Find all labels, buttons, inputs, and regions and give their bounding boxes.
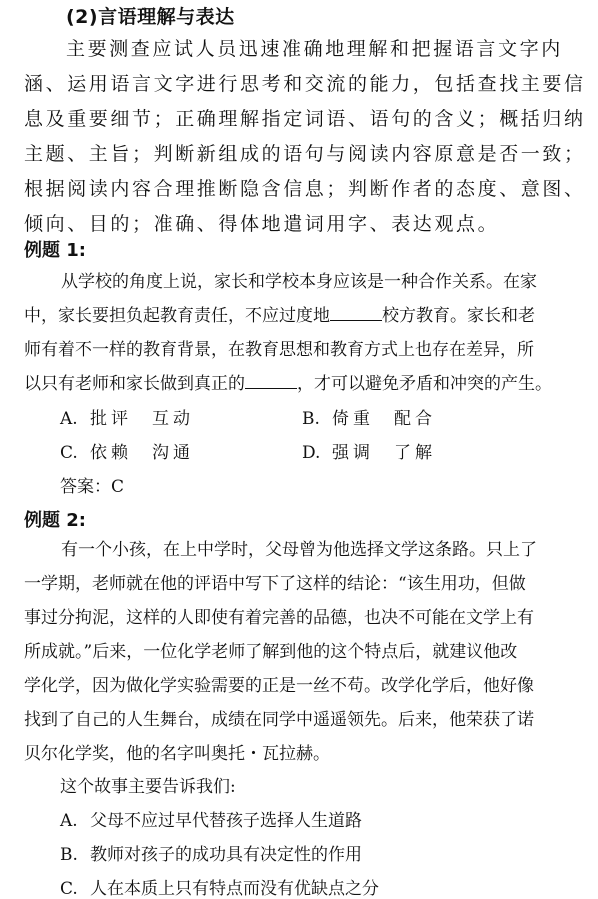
description-line: 涵、运用语言文字进行思考和交流的能力，包括查找主要信 [24,73,586,95]
passage-text: 以只有老师和家长做到真正的 [24,374,245,394]
option-key: D. [302,443,321,463]
passage-line: 有一个小孩，在上中学时，父母曾为他选择文学这条路。只上了 [61,540,537,560]
option-a [60,806,362,831]
option-key: A. [60,811,78,831]
option-word-2: 了解 [394,443,436,463]
fill-blank-1 [330,306,382,321]
option-word-1: 依赖 [90,443,132,463]
option-key: B. [60,845,78,865]
passage-line: 学化学，因为做化学实验需要的正是一丝不苟。改学化学后，他好像 [24,676,534,696]
section-description [24,32,586,242]
passage-line: 所成就。”后来，一位化学老师了解到他的这个特点后，就建议他改 [24,642,518,662]
section-heading: (2)言语理解与表达 [66,6,235,28]
option-key: B. [302,409,320,429]
option-word-1: 批评 [90,409,132,429]
passage-line: 师有着不一样的教育背景，在教育思想和教育方式上也存在差异，所 [24,340,534,360]
description-line: 倾向、目的；准确、得体地遣词用字、表达观点。 [24,213,500,235]
option-key: C. [60,879,78,899]
option-word-2: 配合 [394,409,436,429]
cropped-line-area [0,868,598,899]
description-line: 主要测查应试人员迅速准确地理解和把握语言文字内 [66,38,563,60]
passage-line: 贝尔化学奖，他的名字叫奥托・瓦拉赫。 [24,744,330,764]
passage-line: 一学期，老师就在他的评语中写下了这样的结论：“该生用功，但做 [24,574,526,594]
description-line: 根据阅读内容合理推断隐含信息；判断作者的态度、意图、 [24,178,586,200]
description-line: 息及重要细节；正确理解指定词语、语句的含义；概括归纳 [24,108,586,130]
option-word-1: 强调 [332,443,374,463]
passage-line [24,367,594,401]
passage-text: ，才可以避免矛盾和冲突的产生。 [297,374,552,394]
option-text: 教师对孩子的成功具有决定性的作用 [90,845,362,865]
question-line: 这个故事主要告诉我们: [60,777,236,797]
option-word-2: 沟通 [152,443,194,463]
option-word-2: 互动 [152,409,194,429]
answer-line: 答案：C [60,477,125,497]
option-text: 父母不应过早代替孩子选择人生道路 [90,811,362,831]
example-1-passage [24,265,594,401]
option-d [302,438,436,463]
example-1-title: 例题 1: [24,240,86,261]
option-b [302,404,436,429]
passage-text: 中，家长要担负起教育责任，不应过度地 [24,306,330,326]
example-2-passage [24,533,594,771]
option-text: 人在本质上只有特点而没有优缺点之分 [90,879,379,899]
example-2-title: 例题 2: [24,510,86,531]
description-line: 主题、主旨；判断新组成的语句与阅读内容原意是否一致； [24,143,586,165]
passage-line: 找到了自己的人生舞台，成绩在同学中遥遥领先。后来，他荣获了诺 [24,710,534,730]
fill-blank-2 [245,374,297,389]
option-c [60,874,379,899]
passage-line: 事过分拘泥，这样的人即使有着完善的品德，也决不可能在文学上有 [24,608,534,628]
option-key: A. [60,409,78,429]
option-a [60,404,194,429]
option-key: C. [60,443,78,463]
passage-line: 从学校的角度上说，家长和学校本身应该是一种合作关系。在家 [61,272,537,292]
option-word-1: 倚重 [332,409,374,429]
passage-text: 校方教育。家长和老 [382,306,535,326]
option-b [60,840,362,865]
passage-line [24,299,594,333]
option-c [60,438,194,463]
